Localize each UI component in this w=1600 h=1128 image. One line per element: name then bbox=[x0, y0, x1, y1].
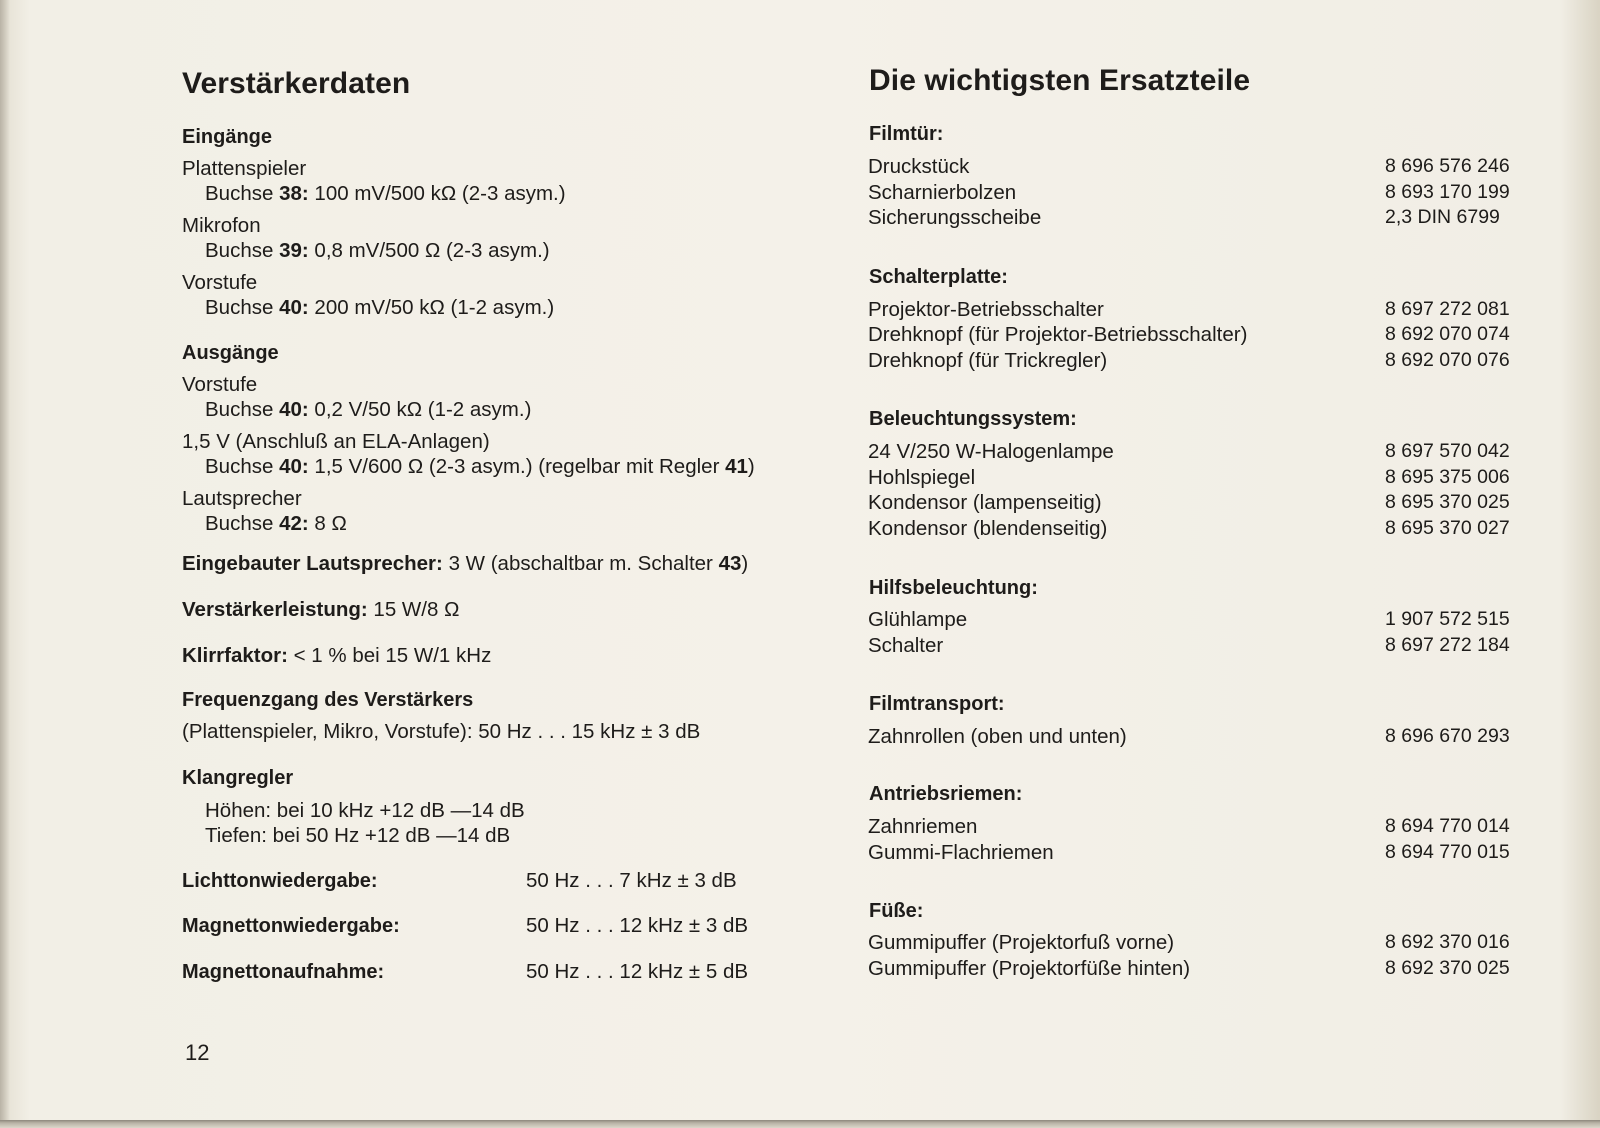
distortion-label: Klirrfaktor: bbox=[182, 644, 288, 667]
part-row bbox=[868, 517, 1528, 543]
regulator-number: 41 bbox=[725, 455, 748, 478]
socket-prefix: Buchse bbox=[205, 182, 280, 205]
part-row bbox=[868, 491, 1528, 517]
part-name: Gummi-Flachriemen bbox=[868, 841, 1054, 864]
input-microphone-label: Mikrofon bbox=[182, 214, 261, 237]
page-left-edge-shadow bbox=[0, 0, 10, 1128]
output-ela-socket bbox=[182, 455, 755, 479]
spare-parts-title: Die wichtigsten Ersatzteile bbox=[869, 64, 1251, 97]
part-row bbox=[868, 957, 1528, 983]
inputs-heading: Eingänge bbox=[182, 126, 273, 148]
socket-value: 1,5 V/600 Ω (2-3 asym.) (regelbar mit Regler bbox=[308, 455, 726, 478]
part-number: 8 692 070 076 bbox=[1385, 349, 1510, 371]
group-heading-lighting-system: Beleuchtungssystem: bbox=[869, 408, 1077, 430]
part-number: 8 692 370 016 bbox=[1385, 931, 1510, 953]
builtin-speaker-value: 3 W (abschaltbar m. Schalter bbox=[442, 552, 719, 575]
part-number: 8 696 670 293 bbox=[1385, 725, 1510, 747]
part-name: Schalter bbox=[868, 634, 944, 657]
socket-number: 40: bbox=[279, 296, 309, 319]
closing-paren: ) bbox=[747, 455, 755, 478]
socket-number: 40: bbox=[279, 398, 309, 421]
tone-treble-line: Höhen: bei 10 kHz +12 dB —14 dB bbox=[205, 799, 525, 822]
part-number: 8 697 570 042 bbox=[1385, 440, 1510, 462]
page-number: 12 bbox=[185, 1040, 210, 1065]
output-preamp-socket bbox=[182, 398, 531, 422]
part-number: 8 697 272 081 bbox=[1385, 298, 1510, 320]
part-row bbox=[868, 440, 1528, 466]
magnetic-playback-value: 50 Hz . . . 12 kHz ± 3 dB bbox=[526, 914, 749, 937]
tone-control-heading: Klangregler bbox=[182, 767, 294, 789]
group-heading-film-transport: Filmtransport: bbox=[869, 693, 1005, 715]
input-preamp-label: Vorstufe bbox=[182, 271, 258, 294]
builtin-speaker-spec bbox=[182, 552, 748, 576]
builtin-speaker-label: Eingebauter Lautsprecher: bbox=[182, 552, 443, 575]
input-turntable-socket bbox=[182, 182, 566, 206]
part-name: Projektor-Betriebsschalter bbox=[868, 298, 1104, 321]
group-heading-feet: Füße: bbox=[869, 900, 924, 922]
input-microphone-socket bbox=[182, 239, 550, 263]
output-preamp-label: Vorstufe bbox=[182, 373, 258, 396]
part-name: Gummipuffer (Projektorfüße hinten) bbox=[868, 957, 1191, 980]
part-row bbox=[868, 181, 1528, 207]
socket-prefix: Buchse bbox=[205, 455, 280, 478]
optical-sound-label: Lichttonwiedergabe: bbox=[182, 870, 378, 892]
part-name: Kondensor (blendenseitig) bbox=[868, 517, 1108, 540]
part-name: Kondensor (lampenseitig) bbox=[868, 491, 1102, 514]
part-number: 8 695 375 006 bbox=[1385, 466, 1510, 488]
socket-prefix: Buchse bbox=[205, 239, 280, 262]
socket-prefix: Buchse bbox=[205, 398, 280, 421]
part-number: 8 693 170 199 bbox=[1385, 181, 1510, 203]
part-row bbox=[868, 206, 1528, 232]
socket-value: 200 mV/50 kΩ (1-2 asym.) bbox=[308, 296, 555, 319]
group-heading-film-door: Filmtür: bbox=[869, 123, 944, 145]
part-name: Glühlampe bbox=[868, 608, 968, 631]
part-row bbox=[868, 323, 1528, 349]
part-row bbox=[868, 298, 1528, 324]
part-number: 8 697 272 184 bbox=[1385, 634, 1510, 656]
part-name: 24 V/250 W-Halogenlampe bbox=[868, 440, 1114, 463]
socket-value: 8 Ω bbox=[308, 512, 347, 535]
socket-prefix: Buchse bbox=[205, 296, 280, 319]
group-heading-switch-plate: Schalterplatte: bbox=[869, 266, 1008, 288]
output-speaker-label: Lautsprecher bbox=[182, 487, 302, 510]
part-number: 1 907 572 515 bbox=[1385, 608, 1510, 630]
socket-prefix: Buchse bbox=[205, 512, 280, 535]
magnetic-recording-value: 50 Hz . . . 12 kHz ± 5 dB bbox=[526, 960, 749, 983]
frequency-response-value: (Plattenspieler, Mikro, Vorstufe): 50 Hz . . . 15 kHz ± 3 dB bbox=[182, 720, 701, 743]
amplifier-data-title: Verstärkerdaten bbox=[182, 67, 411, 100]
amplifier-power-value: 15 W/8 Ω bbox=[367, 598, 460, 621]
part-number: 8 694 770 015 bbox=[1385, 841, 1510, 863]
part-name: Drehknopf (für Trickregler) bbox=[868, 349, 1108, 372]
part-number: 2,3 DIN 6799 bbox=[1385, 206, 1500, 228]
part-row bbox=[868, 466, 1528, 492]
part-name: Zahnrollen (oben und unten) bbox=[868, 725, 1127, 748]
part-name: Sicherungsscheibe bbox=[868, 206, 1042, 229]
amplifier-power-label: Verstärkerleistung: bbox=[182, 598, 368, 621]
switch-number: 43 bbox=[718, 552, 742, 575]
socket-value: 0,8 mV/500 Ω (2-3 asym.) bbox=[308, 239, 550, 262]
part-row bbox=[868, 841, 1528, 867]
group-heading-auxiliary-lighting: Hilfsbeleuchtung: bbox=[869, 577, 1038, 599]
input-preamp-socket bbox=[182, 296, 554, 320]
part-name: Zahnriemen bbox=[868, 815, 978, 838]
magnetic-playback-label: Magnettonwiedergabe: bbox=[182, 915, 400, 937]
distortion-spec bbox=[182, 644, 491, 668]
closing-paren: ) bbox=[741, 552, 749, 575]
optical-sound-value: 50 Hz . . . 7 kHz ± 3 dB bbox=[526, 869, 737, 892]
distortion-value: < 1 % bei 15 W/1 kHz bbox=[287, 644, 492, 667]
part-number: 8 692 370 025 bbox=[1385, 957, 1510, 979]
part-row bbox=[868, 931, 1528, 957]
part-number: 8 696 576 246 bbox=[1385, 155, 1510, 177]
part-number: 8 695 370 027 bbox=[1385, 517, 1510, 539]
socket-number: 40: bbox=[279, 455, 309, 478]
group-heading-drive-belts: Antriebsriemen: bbox=[869, 783, 1023, 805]
tone-bass-line: Tiefen: bei 50 Hz +12 dB —14 dB bbox=[205, 824, 511, 847]
part-number: 8 692 070 074 bbox=[1385, 323, 1510, 345]
input-turntable-label: Plattenspieler bbox=[182, 157, 307, 180]
part-number: 8 694 770 014 bbox=[1385, 815, 1510, 837]
magnetic-recording-label: Magnettonaufnahme: bbox=[182, 961, 385, 983]
part-row bbox=[868, 634, 1528, 660]
amplifier-power-spec bbox=[182, 598, 459, 622]
socket-value: 0,2 V/50 kΩ (1-2 asym.) bbox=[308, 398, 532, 421]
socket-value: 100 mV/500 kΩ (2-3 asym.) bbox=[308, 182, 566, 205]
part-row bbox=[868, 608, 1528, 634]
part-name: Drehknopf (für Projektor-Betriebsschalter) bbox=[868, 323, 1248, 346]
part-row bbox=[868, 349, 1528, 375]
page-bottom-edge-shadow bbox=[0, 1120, 1600, 1128]
socket-number: 39: bbox=[279, 239, 309, 262]
part-name: Gummipuffer (Projektorfuß vorne) bbox=[868, 931, 1175, 954]
part-name: Hohlspiegel bbox=[868, 466, 976, 489]
output-ela-label: 1,5 V (Anschluß an ELA-Anlagen) bbox=[182, 430, 490, 453]
part-row bbox=[868, 155, 1528, 181]
output-speaker-socket bbox=[182, 512, 347, 536]
outputs-heading: Ausgänge bbox=[182, 342, 279, 364]
socket-number: 42: bbox=[279, 512, 309, 535]
part-name: Druckstück bbox=[868, 155, 970, 178]
socket-number: 38: bbox=[279, 182, 309, 205]
part-name: Scharnierbolzen bbox=[868, 181, 1017, 204]
part-number: 8 695 370 025 bbox=[1385, 491, 1510, 513]
part-row bbox=[868, 725, 1528, 751]
frequency-response-heading: Frequenzgang des Verstärkers bbox=[182, 689, 474, 711]
part-row bbox=[868, 815, 1528, 841]
